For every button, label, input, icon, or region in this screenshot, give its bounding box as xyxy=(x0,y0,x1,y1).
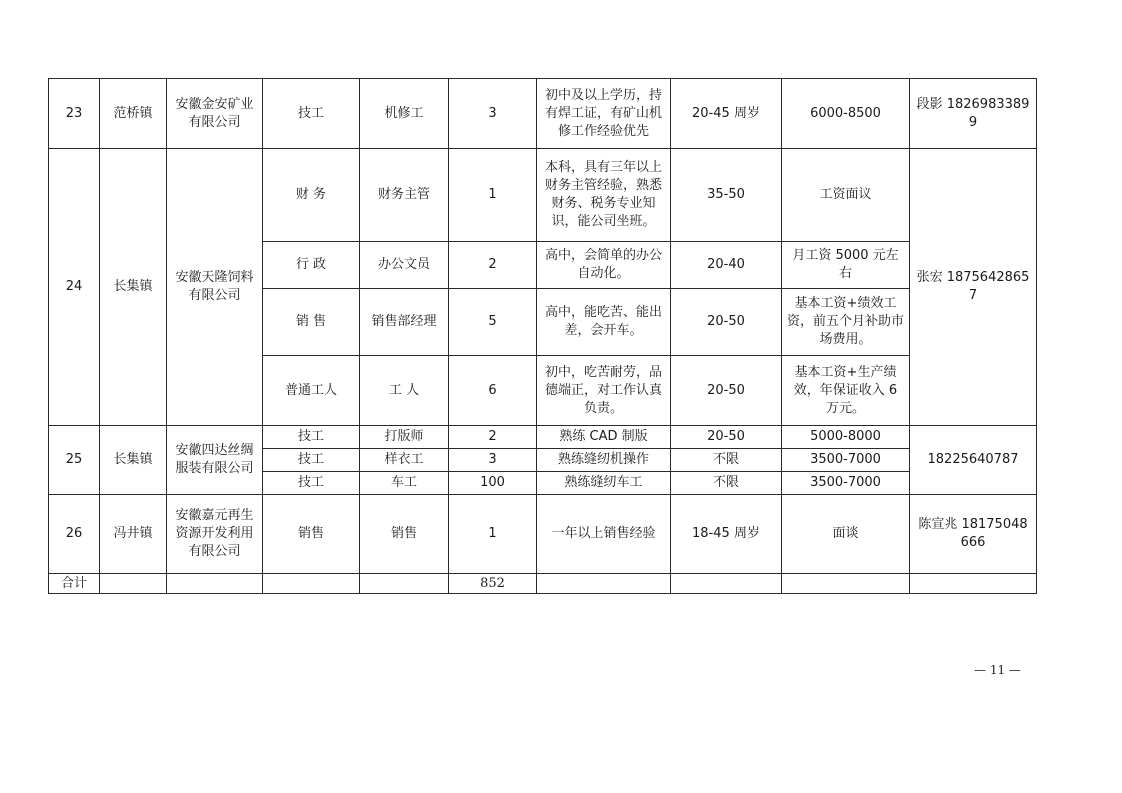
requirements: 熟练 CAD 制版 xyxy=(537,426,671,449)
empty-cell xyxy=(360,574,449,594)
page-number: — 11 — xyxy=(974,663,1021,677)
empty-cell xyxy=(782,574,910,594)
headcount: 6 xyxy=(449,356,537,426)
position: 打版师 xyxy=(360,426,449,449)
contact: 段影 18269833899 xyxy=(910,79,1037,149)
position: 财务主管 xyxy=(360,149,449,242)
contact: 张宏 18756428657 xyxy=(910,149,1037,426)
age-range: 不限 xyxy=(671,449,782,472)
job-type: 行 政 xyxy=(263,242,360,289)
empty-cell xyxy=(263,574,360,594)
job-listing-table xyxy=(48,78,1037,594)
position: 样衣工 xyxy=(360,449,449,472)
town: 长集镇 xyxy=(100,149,167,426)
total-count: 852 xyxy=(449,574,537,594)
requirements: 本科，具有三年以上财务主管经验，熟悉财务、税务专业知识，能公司坐班。 xyxy=(537,149,671,242)
requirements: 高中，能吃苦、能出差，会开车。 xyxy=(537,289,671,356)
job-type: 技工 xyxy=(263,426,360,449)
headcount: 100 xyxy=(449,472,537,495)
table-row xyxy=(49,426,1037,449)
requirements: 初中，吃苦耐劳，品德端正，对工作认真负责。 xyxy=(537,356,671,426)
position: 车工 xyxy=(360,472,449,495)
age-range: 18-45 周岁 xyxy=(671,495,782,574)
empty-cell xyxy=(167,574,263,594)
row-number: 23 xyxy=(49,79,100,149)
position: 机修工 xyxy=(360,79,449,149)
row-number: 26 xyxy=(49,495,100,574)
job-type: 技工 xyxy=(263,449,360,472)
town: 冯井镇 xyxy=(100,495,167,574)
job-type: 销 售 xyxy=(263,289,360,356)
requirements: 初中及以上学历，持有焊工证，有矿山机修工作经验优先 xyxy=(537,79,671,149)
salary: 3500-7000 xyxy=(782,472,910,495)
job-type: 普通工人 xyxy=(263,356,360,426)
salary: 工资面议 xyxy=(782,149,910,242)
headcount: 2 xyxy=(449,242,537,289)
company-name: 安徽嘉元再生资源开发利用有限公司 xyxy=(167,495,263,574)
age-range: 20-50 xyxy=(671,356,782,426)
empty-cell xyxy=(537,574,671,594)
age-range: 20-50 xyxy=(671,289,782,356)
headcount: 1 xyxy=(449,149,537,242)
position: 办公文员 xyxy=(360,242,449,289)
company-name: 安徽四达丝绸服装有限公司 xyxy=(167,426,263,495)
headcount: 2 xyxy=(449,426,537,449)
company-name: 安徽金安矿业有限公司 xyxy=(167,79,263,149)
headcount: 3 xyxy=(449,449,537,472)
empty-cell xyxy=(671,574,782,594)
empty-cell xyxy=(100,574,167,594)
position: 销售 xyxy=(360,495,449,574)
requirements: 高中，会简单的办公自动化。 xyxy=(537,242,671,289)
salary: 月工资 5000 元左右 xyxy=(782,242,910,289)
empty-cell xyxy=(910,574,1037,594)
row-number: 24 xyxy=(49,149,100,426)
contact: 陈宣兆 18175048666 xyxy=(910,495,1037,574)
job-type: 财 务 xyxy=(263,149,360,242)
total-row xyxy=(49,574,1037,594)
job-type: 技工 xyxy=(263,472,360,495)
company-name: 安徽天隆饲料有限公司 xyxy=(167,149,263,426)
town: 长集镇 xyxy=(100,426,167,495)
job-type: 技工 xyxy=(263,79,360,149)
salary: 面谈 xyxy=(782,495,910,574)
table-row xyxy=(49,79,1037,149)
salary: 5000-8000 xyxy=(782,426,910,449)
requirements: 熟练缝纫车工 xyxy=(537,472,671,495)
town: 范桥镇 xyxy=(100,79,167,149)
position: 销售部经理 xyxy=(360,289,449,356)
requirements: 熟练缝纫机操作 xyxy=(537,449,671,472)
salary: 基本工资+绩效工资，前五个月补助市场费用。 xyxy=(782,289,910,356)
job-type: 销售 xyxy=(263,495,360,574)
salary: 3500-7000 xyxy=(782,449,910,472)
requirements: 一年以上销售经验 xyxy=(537,495,671,574)
age-range: 20-50 xyxy=(671,426,782,449)
headcount: 1 xyxy=(449,495,537,574)
headcount: 3 xyxy=(449,79,537,149)
total-label: 合计 xyxy=(49,574,100,594)
age-range: 20-45 周岁 xyxy=(671,79,782,149)
table-row xyxy=(49,495,1037,574)
age-range: 35-50 xyxy=(671,149,782,242)
salary: 6000-8500 xyxy=(782,79,910,149)
age-range: 20-40 xyxy=(671,242,782,289)
table-row xyxy=(49,149,1037,242)
salary: 基本工资+生产绩效，年保证收入 6 万元。 xyxy=(782,356,910,426)
headcount: 5 xyxy=(449,289,537,356)
contact: 18225640787 xyxy=(910,426,1037,495)
row-number: 25 xyxy=(49,426,100,495)
age-range: 不限 xyxy=(671,472,782,495)
position: 工 人 xyxy=(360,356,449,426)
